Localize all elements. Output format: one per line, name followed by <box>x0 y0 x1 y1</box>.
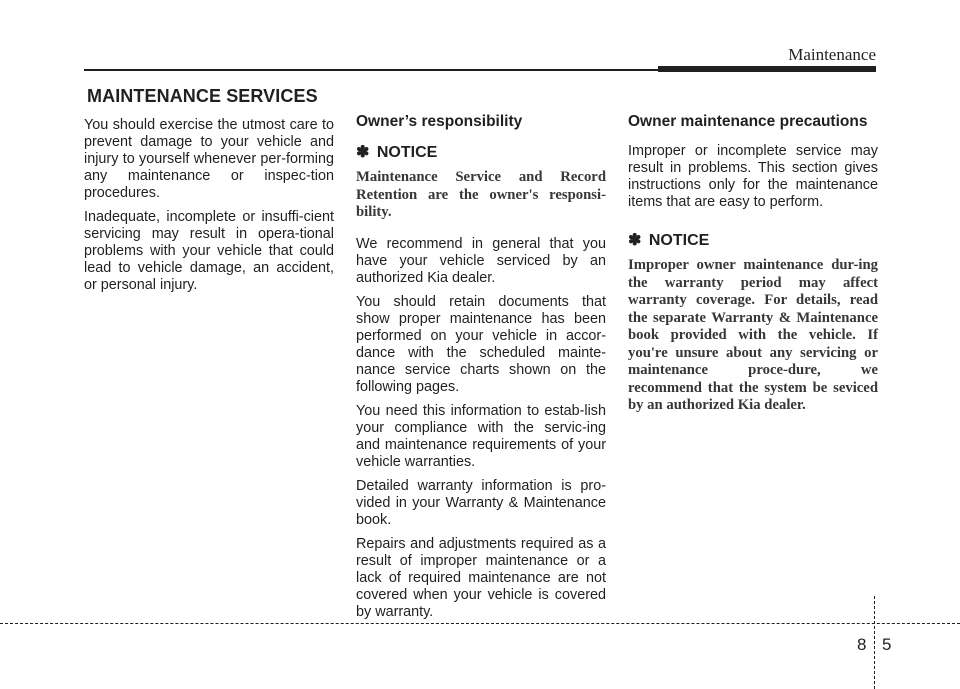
paragraph: You should retain documents that show proper maintenance has been performed on your vehicle in accor-dance with the scheduled mainte-nance service charts shown on the following pages. <box>356 293 606 395</box>
page-number: 5 <box>882 635 892 654</box>
section-title: MAINTENANCE SERVICES <box>87 86 318 106</box>
paragraph: Repairs and adjustments required as a result of improper maintenance or a lack of required maintenance are not covered when your vehicle is covered by warranty. <box>356 535 606 620</box>
header-title: Maintenance <box>788 45 876 64</box>
owner-maintenance-precautions-heading: Owner maintenance precautions <box>628 113 868 130</box>
paragraph: We recommend in general that you have your vehicle serviced by an authorized Kia dealer. <box>356 235 606 286</box>
footer-crop-mark <box>874 596 875 689</box>
chapter-number: 8 <box>857 635 867 654</box>
paragraph: You should exercise the utmost care to prevent damage to your vehicle and injury to yourself whenever per-forming any maintenance or inspec-tion procedures. <box>84 117 334 201</box>
notice-heading <box>356 143 606 163</box>
column-1 <box>84 117 334 301</box>
notice-label: NOTICE <box>376 144 438 161</box>
notice-text: Improper owner maintenance dur-ing the warranty period may affect warranty coverage. For details, read the separate Warranty & Maintenance book provided with the vehicle. If you're unsure about any servicing or maintenance proce-dure, we recommend that the system be seviced by an authorized Kia dealer. <box>628 257 878 413</box>
column-3 <box>628 113 878 429</box>
footer-divider <box>0 623 960 624</box>
notice-text: Maintenance Service and Record Retention are the owner's responsi-bility. <box>356 169 606 220</box>
notice-asterisk-icon: ✽ <box>356 144 370 161</box>
paragraph: Improper or incomplete service may result in problems. This section gives instructions only for the maintenance items that are easy to perform. <box>628 143 878 210</box>
paragraph: Inadequate, incomplete or insuffi-cient servicing may result in opera-tional problems with your vehicle that could lead to vehicle damage, an accident, or personal injury. <box>84 209 334 293</box>
column-2 <box>356 113 606 628</box>
header-rule-accent <box>658 66 876 72</box>
notice-label: NOTICE <box>648 232 710 249</box>
notice-heading <box>628 231 878 251</box>
paragraph: You need this information to estab-lish your compliance with the servic-ing and maintenance requirements of your vehicle warranties. <box>356 402 606 470</box>
owners-responsibility-heading: Owner’s responsibility <box>356 113 523 130</box>
notice-asterisk-icon: ✽ <box>628 232 642 249</box>
paragraph: Detailed warranty information is pro-vided in your Warranty & Maintenance book. <box>356 477 606 528</box>
